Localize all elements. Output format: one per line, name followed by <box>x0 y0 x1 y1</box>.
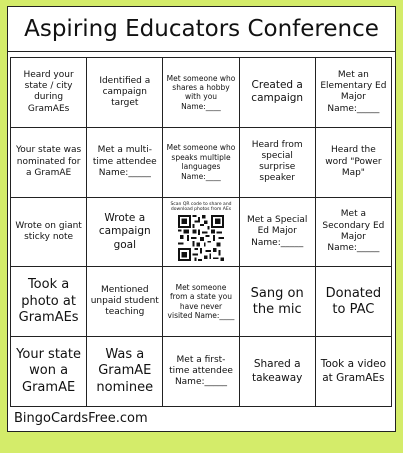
cell-text: Shared a takeaway <box>252 358 303 384</box>
cell-text: Heard the word "Power Map" <box>325 145 382 178</box>
cell-text: Met an Elementary Ed Major Name:_____ <box>320 69 387 114</box>
bingo-cell[interactable] <box>11 128 87 198</box>
bingo-cell[interactable] <box>240 267 316 337</box>
qr-caption: Scan QR code to share and download photos from AEs <box>170 202 232 212</box>
cell-text: Met a multi-time attendee Name:_____ <box>92 145 157 178</box>
footer-brand: BingoCardsFree.com <box>14 411 148 426</box>
bingo-cell[interactable] <box>163 267 239 337</box>
cell-text: Your state was nominated for a GramAE <box>15 145 82 178</box>
bingo-cell[interactable] <box>163 337 239 407</box>
bingo-cell[interactable] <box>316 198 392 268</box>
cell-text: Donated to PAC <box>325 285 382 317</box>
bingo-cell[interactable] <box>87 267 163 337</box>
bingo-cell[interactable] <box>163 58 239 128</box>
cell-text: Met a Secondary Ed Major Name:_____ <box>322 209 385 254</box>
cell-text: Wrote a campaign goal <box>98 212 151 251</box>
cell-text: Met a first-time attendee Name:_____ <box>169 354 233 388</box>
qr-code-icon <box>178 215 224 261</box>
cell-text: Heard from special surprise speaker <box>251 139 303 184</box>
cell-text: Heard your state / city during GramAEs <box>23 69 74 114</box>
cell-text: Met someone from a state you have never visited Name:____ <box>167 283 235 321</box>
bingo-grid <box>10 57 392 407</box>
bingo-card <box>7 6 396 432</box>
cell-text: Identified a campaign target <box>99 75 151 109</box>
cell-text: Took a photo at GramAEs <box>18 277 79 325</box>
cell-text: Your state won a GramAE <box>16 347 81 395</box>
bingo-cell[interactable] <box>316 128 392 198</box>
bingo-cell[interactable] <box>240 58 316 128</box>
bingo-cell[interactable] <box>11 267 87 337</box>
bingo-cell[interactable] <box>240 128 316 198</box>
cell-text: Took a video at GramAEs <box>320 358 387 384</box>
bingo-cell[interactable] <box>240 198 316 268</box>
bingo-cell[interactable] <box>11 198 87 268</box>
bingo-cell[interactable] <box>87 337 163 407</box>
bingo-cell[interactable] <box>11 58 87 128</box>
bingo-cell[interactable] <box>316 58 392 128</box>
cell-text: Met a Special Ed Major Name:_____ <box>246 215 308 248</box>
cell-text: Sang on the mic <box>250 285 304 317</box>
bingo-cell[interactable] <box>163 128 239 198</box>
bingo-cell[interactable] <box>11 337 87 407</box>
bingo-cell[interactable] <box>316 267 392 337</box>
bingo-cell-free[interactable] <box>163 198 239 268</box>
bingo-cell[interactable] <box>87 128 163 198</box>
cell-text: Wrote on giant sticky note <box>15 220 82 242</box>
cell-text: Created a campaign <box>251 79 304 105</box>
bingo-cell[interactable] <box>87 198 163 268</box>
bingo-cell[interactable] <box>240 337 316 407</box>
cell-text: Met someone who shares a hobby with you Name:____ <box>166 73 236 111</box>
cell-text: Was a GramAE nominee <box>96 347 154 395</box>
bingo-cell[interactable] <box>87 58 163 128</box>
card-title: Aspiring Educators Conference <box>8 7 395 52</box>
cell-text: Met someone who speaks multiple languages Name:____ <box>166 143 236 181</box>
cell-text: Mentioned unpaid student teaching <box>90 284 159 318</box>
bingo-cell[interactable] <box>316 337 392 407</box>
